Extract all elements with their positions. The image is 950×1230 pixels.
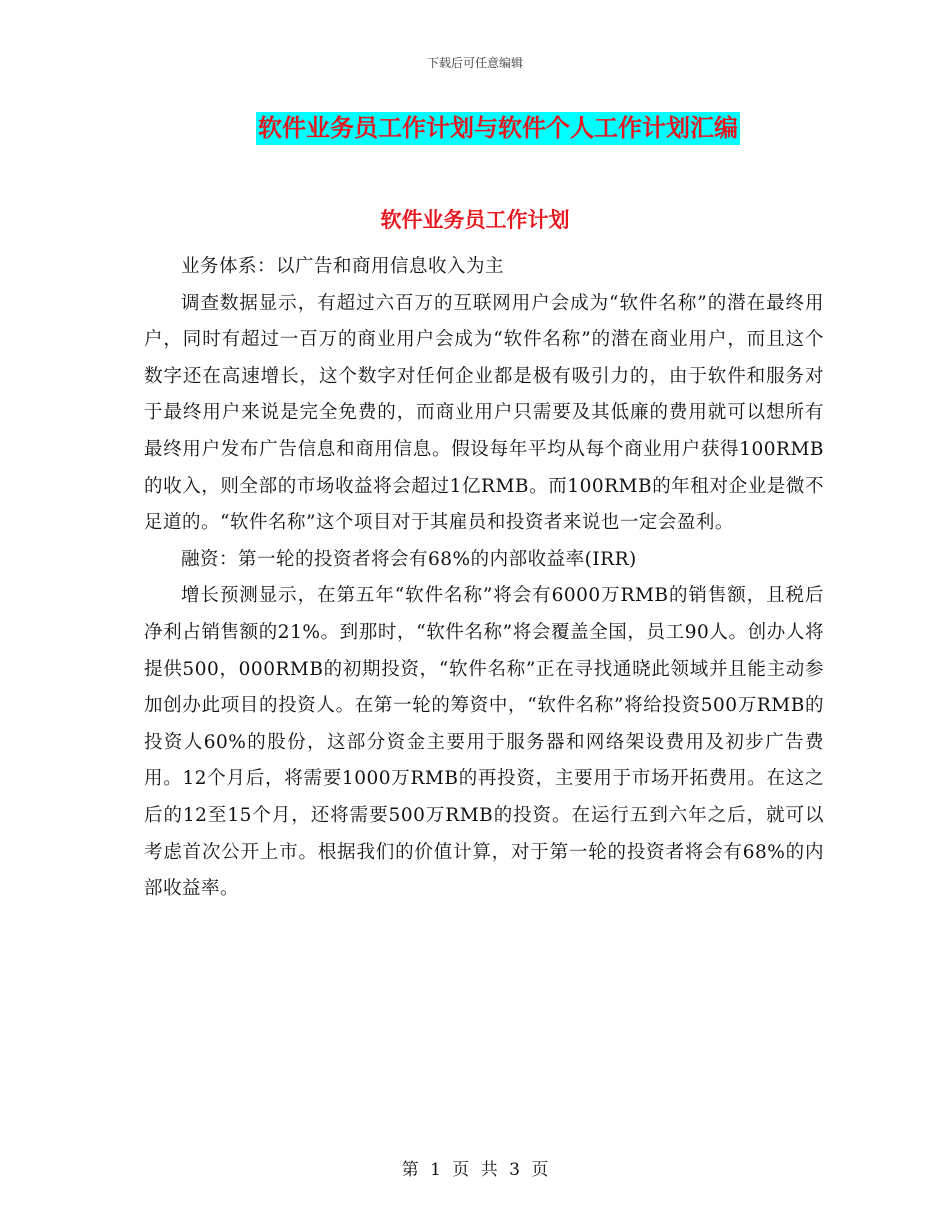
paragraph-business-system: 业务体系：以广告和商用信息收入为主 [181,256,505,277]
document-title: 软件业务员工作计划与软件个人工作计划汇编 [256,112,740,145]
page-number-footer: 第 1 页 共 3 页 [401,1160,549,1180]
section-title: 软件业务员工作计划 [380,208,570,232]
paragraph-financing: 融资：第一轮的投资者将会有68%的内部收益率(IRR) [181,548,637,570]
paragraph-growth-forecast: 增长预测显示，在第五年“软件名称”将会有6000万RMB的销售额，且税后净利占销售额的21%。到那时，“软件名称”将会覆盖全国，员工90人。创办人将提供500，000RMB的初期投资，“软件名称”正在寻找通晓此领域并且能主动参加创办此项目的投资人。在第一轮的筹资中，“软件名称”将给投资500万RMB的投资人60%的股份，这部分资金主要用于服务器和网络架设费用及初步广告费用。12个月后，将需要1000万RMB的再投资，主要用于市场开拓费用。在这之后的12至15个月，还将需要500万RMB的投资。在运行五到六年之后，就可以考虑首次公开上市。根据我们的价值计算，对于第一轮的投资者将会有68%的内部收益率。 [144,585,824,900]
document-title-wrap [0,112,950,145]
header-note: 下载后可任意编辑 [426,56,523,70]
body-text [144,249,824,908]
paragraph-survey-data: 调查数据显示，有超过六百万的互联网用户会成为“软件名称”的潜在最终用户，同时有超过一百万的商业用户会成为“软件名称”的潜在商业用户，而且这个数字还在高速增长，这个数字对任何企业都是极有吸引力的，由于软件和服务对于最终用户来说是完全免费的，而商业用户只需要及其低廉的费用就可以想所有最终用户发布广告信息和商用信息。假设每年平均从每个商业用户获得100RMB的收入，则全部的市场收益将会超过1亿RMB。而100RMB的年租对企业是微不足道的。“软件名称”这个项目对于其雇员和投资者来说也一定会盈利。 [144,292,824,534]
